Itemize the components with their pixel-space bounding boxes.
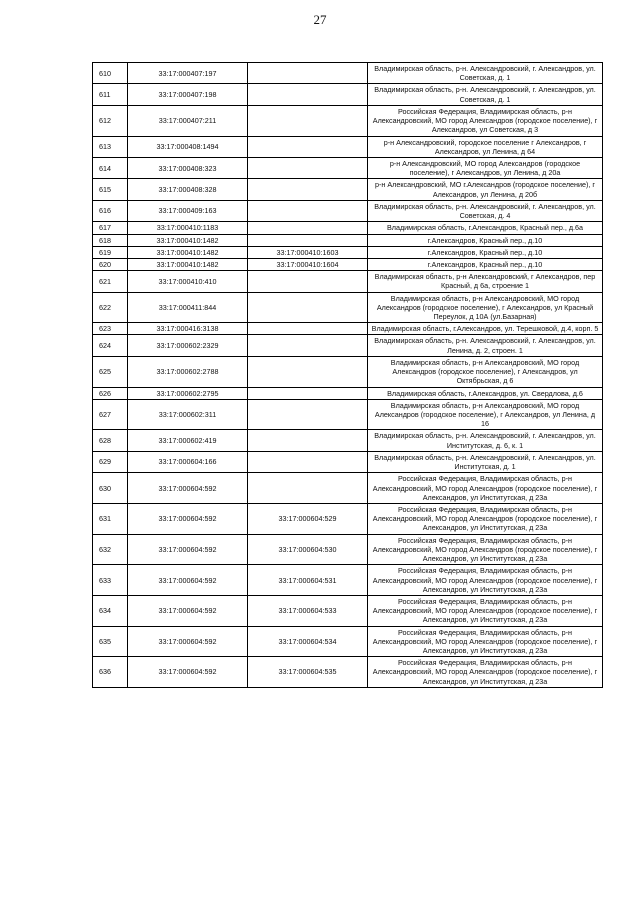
linked-cadastral-number-cell (248, 473, 368, 504)
linked-cadastral-number-cell (248, 356, 368, 387)
cadastral-number-cell: 33:17:000416:3138 (128, 323, 248, 335)
linked-cadastral-number-cell: 33:17:000604:531 (248, 565, 368, 596)
table-row (93, 234, 603, 246)
cadastral-number-cell: 33:17:000602:311 (128, 399, 248, 430)
address-cell: Владимирская область, р-н Александровский, МО город Александров (городское поселение), г Александров, ул Октябрьская, д 6 (368, 356, 603, 387)
table-row (93, 179, 603, 200)
row-number-cell: 628 (93, 430, 128, 451)
address-cell: Владимирская область, р-н. Александровский, г. Александров, ул. Советская, д. 1 (368, 84, 603, 105)
linked-cadastral-number-cell (248, 222, 368, 234)
linked-cadastral-number-cell (248, 451, 368, 472)
cadastral-number-cell: 33:17:000604:592 (128, 626, 248, 657)
row-number-cell: 613 (93, 136, 128, 157)
table-row (93, 157, 603, 178)
cadastral-number-cell: 33:17:000602:2329 (128, 335, 248, 356)
row-number-cell: 618 (93, 234, 128, 246)
table-row (93, 399, 603, 430)
row-number-cell: 635 (93, 626, 128, 657)
linked-cadastral-number-cell (248, 292, 368, 323)
address-cell: р-н Александровский, МО г.Александров (городское поселение), г Александров, ул Ленина, д 20б (368, 179, 603, 200)
cadastral-number-cell: 33:17:000604:592 (128, 473, 248, 504)
linked-cadastral-number-cell (248, 157, 368, 178)
cadastral-number-cell: 33:17:000602:419 (128, 430, 248, 451)
table-row (93, 503, 603, 534)
row-number-cell: 631 (93, 503, 128, 534)
row-number-cell: 625 (93, 356, 128, 387)
cadastral-number-cell: 33:17:000411:844 (128, 292, 248, 323)
table-row (93, 200, 603, 221)
address-cell: р-н Александровский, МО город Александров (городское поселение), г Александров, ул Ленина, д 20а (368, 157, 603, 178)
cadastral-number-cell: 33:17:000410:410 (128, 271, 248, 292)
cadastral-number-cell: 33:17:000407:197 (128, 63, 248, 84)
cadastral-number-cell: 33:17:000410:1482 (128, 258, 248, 270)
linked-cadastral-number-cell (248, 323, 368, 335)
row-number-cell: 632 (93, 534, 128, 565)
linked-cadastral-number-cell: 33:17:000604:533 (248, 595, 368, 626)
address-cell: Российская Федерация, Владимирская область, р-н Александровский, МО город Александров (городское поселение), г Александров, ул Институтская, д 23а (368, 657, 603, 688)
row-number-cell: 621 (93, 271, 128, 292)
row-number-cell: 620 (93, 258, 128, 270)
row-number-cell: 612 (93, 105, 128, 136)
address-cell: Владимирская область, р-н Александровский, МО город Александров (городское поселение), г Александров, ул Ленина, д 16 (368, 399, 603, 430)
row-number-cell: 615 (93, 179, 128, 200)
row-number-cell: 627 (93, 399, 128, 430)
table-row (93, 657, 603, 688)
row-number-cell: 619 (93, 246, 128, 258)
cadastral-number-cell: 33:17:000410:1482 (128, 246, 248, 258)
linked-cadastral-number-cell (248, 430, 368, 451)
address-cell: Владимирская область, р-н. Александровский, г. Александров, ул. Советская, д. 4 (368, 200, 603, 221)
table-row (93, 387, 603, 399)
address-cell: Владимирская область, р-н Александровский, г Александров, пер Красный, д 6а, строение 1 (368, 271, 603, 292)
row-number-cell: 623 (93, 323, 128, 335)
table-row (93, 565, 603, 596)
registry-table (92, 62, 603, 688)
table-row (93, 246, 603, 258)
linked-cadastral-number-cell (248, 136, 368, 157)
table-row (93, 258, 603, 270)
address-cell: Владимирская область, р-н. Александровский, г. Александров, ул. Ленина, д. 2, строен. 1 (368, 335, 603, 356)
address-cell: Российская Федерация, Владимирская область, р-н Александровский, МО город Александров (городское поселение), г Александров, ул Институтская, д 23а (368, 473, 603, 504)
cadastral-number-cell: 33:17:000604:592 (128, 595, 248, 626)
table-row (93, 451, 603, 472)
address-cell: Владимирская область, г.Александров, ул. Свердлова, д.6 (368, 387, 603, 399)
linked-cadastral-number-cell (248, 399, 368, 430)
row-number-cell: 622 (93, 292, 128, 323)
table-row (93, 136, 603, 157)
row-number-cell: 634 (93, 595, 128, 626)
cadastral-number-cell: 33:17:000410:1183 (128, 222, 248, 234)
linked-cadastral-number-cell: 33:17:000604:534 (248, 626, 368, 657)
cadastral-number-cell: 33:17:000407:198 (128, 84, 248, 105)
table-row (93, 595, 603, 626)
table-row (93, 335, 603, 356)
cadastral-number-cell: 33:17:000409:163 (128, 200, 248, 221)
cadastral-number-cell: 33:17:000604:592 (128, 565, 248, 596)
address-cell: Российская Федерация, Владимирская область, р-н Александровский, МО город Александров (городское поселение), г Александров, ул Институтская, д 23а (368, 503, 603, 534)
cadastral-number-cell: 33:17:000407:211 (128, 105, 248, 136)
row-number-cell: 629 (93, 451, 128, 472)
table-row (93, 430, 603, 451)
linked-cadastral-number-cell (248, 234, 368, 246)
linked-cadastral-number-cell: 33:17:000604:529 (248, 503, 368, 534)
cadastral-number-cell: 33:17:000408:323 (128, 157, 248, 178)
address-cell: Владимирская область, г.Александров, ул. Терешковой, д.4, корп. 5 (368, 323, 603, 335)
address-cell: Российская Федерация, Владимирская область, р-н Александровский, МО город Александров (городское поселение), г Александров, ул Советская, д 3 (368, 105, 603, 136)
cadastral-number-cell: 33:17:000408:328 (128, 179, 248, 200)
cadastral-number-cell: 33:17:000602:2788 (128, 356, 248, 387)
page-number: 27 (313, 12, 327, 27)
address-cell: Владимирская область, г.Александров, Красный пер., д.6а (368, 222, 603, 234)
linked-cadastral-number-cell (248, 179, 368, 200)
table-row (93, 222, 603, 234)
table-row (93, 84, 603, 105)
table-row (93, 473, 603, 504)
linked-cadastral-number-cell: 33:17:000604:530 (248, 534, 368, 565)
address-cell: Российская Федерация, Владимирская область, р-н Александровский, МО город Александров (городское поселение), г Александров, ул Институтская, д 23а (368, 595, 603, 626)
row-number-cell: 616 (93, 200, 128, 221)
row-number-cell: 624 (93, 335, 128, 356)
address-cell: г.Александров, Красный пер., д.10 (368, 258, 603, 270)
address-cell: Российская Федерация, Владимирская область, р-н Александровский, МО город Александров (городское поселение), г Александров, ул Институтская, д 23а (368, 626, 603, 657)
row-number-cell: 614 (93, 157, 128, 178)
address-cell: р-н Александровский, городское поселение г Александров, г Александров, ул Ленина, д 64 (368, 136, 603, 157)
address-cell: Владимирская область, р-н Александровский, МО город Александров (городское поселение), г Александров, ул Красный Переулок, д 10А (ул.Базарная) (368, 292, 603, 323)
table-row (93, 292, 603, 323)
linked-cadastral-number-cell (248, 387, 368, 399)
row-number-cell: 626 (93, 387, 128, 399)
table-row (93, 105, 603, 136)
linked-cadastral-number-cell (248, 63, 368, 84)
address-cell: г.Александров, Красный пер., д.10 (368, 246, 603, 258)
address-cell: Владимирская область, р-н. Александровский, г. Александров, ул. Институтская, д. 1 (368, 451, 603, 472)
table-row (93, 356, 603, 387)
table-row (93, 271, 603, 292)
row-number-cell: 611 (93, 84, 128, 105)
cadastral-number-cell: 33:17:000604:592 (128, 657, 248, 688)
table-row (93, 534, 603, 565)
linked-cadastral-number-cell (248, 335, 368, 356)
table-row (93, 626, 603, 657)
linked-cadastral-number-cell (248, 271, 368, 292)
address-cell: Российская Федерация, Владимирская область, р-н Александровский, МО город Александров (городское поселение), г Александров, ул Институтская, д 23а (368, 534, 603, 565)
linked-cadastral-number-cell: 33:17:000410:1604 (248, 258, 368, 270)
row-number-cell: 610 (93, 63, 128, 84)
address-cell: Владимирская область, р-н. Александровский, г. Александров, ул. Советская, д. 1 (368, 63, 603, 84)
linked-cadastral-number-cell: 33:17:000604:535 (248, 657, 368, 688)
cadastral-number-cell: 33:17:000604:592 (128, 534, 248, 565)
table-row (93, 323, 603, 335)
cadastral-number-cell: 33:17:000410:1482 (128, 234, 248, 246)
row-number-cell: 617 (93, 222, 128, 234)
row-number-cell: 633 (93, 565, 128, 596)
cadastral-number-cell: 33:17:000604:592 (128, 503, 248, 534)
row-number-cell: 636 (93, 657, 128, 688)
cadastral-number-cell: 33:17:000602:2795 (128, 387, 248, 399)
cadastral-number-cell: 33:17:000604:166 (128, 451, 248, 472)
address-cell: Российская Федерация, Владимирская область, р-н Александровский, МО город Александров (городское поселение), г Александров, ул Институтская, д 23а (368, 565, 603, 596)
linked-cadastral-number-cell: 33:17:000410:1603 (248, 246, 368, 258)
linked-cadastral-number-cell (248, 84, 368, 105)
address-cell: г.Александров, Красный пер., д.10 (368, 234, 603, 246)
linked-cadastral-number-cell (248, 200, 368, 221)
address-cell: Владимирская область, р-н. Александровский, г. Александров, ул. Институтская, д. 6, к. 1 (368, 430, 603, 451)
cadastral-number-cell: 33:17:000408:1494 (128, 136, 248, 157)
linked-cadastral-number-cell (248, 105, 368, 136)
row-number-cell: 630 (93, 473, 128, 504)
table-row (93, 63, 603, 84)
